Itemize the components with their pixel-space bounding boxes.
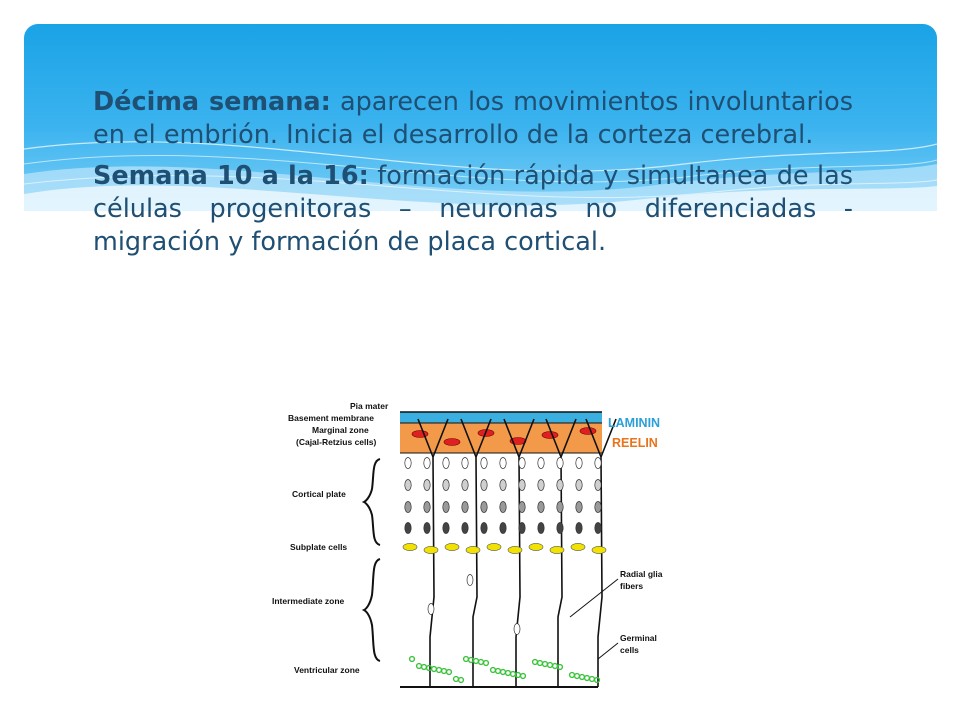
germinal-cells [410, 657, 600, 683]
cortical-plate-cell [443, 502, 449, 513]
cortical-plate-cell [557, 458, 563, 469]
germinal-cell [437, 668, 442, 673]
cortical-plate-cell [557, 480, 563, 491]
cortex-diagram [268, 397, 698, 694]
germinal-pointer [598, 643, 618, 659]
paragraph-1-body: aparecen los movimientos involuntarios en el embrión. Inicia el desarrollo de la corteza cerebral. [93, 87, 853, 150]
germinal-cell [533, 660, 538, 665]
cortical-plate-cell [557, 502, 563, 513]
cortical-plate-cell [443, 458, 449, 469]
cortical-plate-cell [405, 502, 411, 513]
germinal-cell [511, 672, 516, 677]
paragraph-1-heading: Décima semana: [93, 87, 331, 117]
cortical-plate-cell [424, 502, 430, 513]
cortical-plate-cell [424, 480, 430, 491]
tag-laminin: LAMININ [608, 416, 661, 430]
germinal-cell [506, 671, 511, 676]
cortical-plate-cell [500, 458, 506, 469]
subplate-cell [445, 543, 459, 550]
cortical-plate-cell [576, 523, 582, 534]
cajal-retzius-cell [580, 428, 596, 435]
germinal-cell [417, 664, 422, 669]
cortical-plate-cell [424, 458, 430, 469]
cortical-plate-cell [595, 502, 601, 513]
germinal-cell [590, 677, 595, 682]
subplate-cell [424, 546, 438, 553]
cortical-plate-cell [500, 523, 506, 534]
label-germinal: Germinal [620, 633, 657, 643]
label-basement-membrane: Basement membrane [288, 413, 374, 423]
cortical-plate-cell [462, 458, 468, 469]
cortical-plate-cell [405, 523, 411, 534]
cortical-plate-cell [595, 480, 601, 491]
label-cajal-retzius: (Cajal-Retzius cells) [296, 437, 377, 447]
subplate-cell [571, 543, 585, 550]
cortical-plate-cell [500, 480, 506, 491]
germinal-cell [474, 659, 479, 664]
cortical-plate-cell [443, 480, 449, 491]
cortical-plate-cell [557, 523, 563, 534]
label-radial-glia: Radial glia [620, 569, 663, 579]
cajal-retzius-cell [444, 439, 460, 446]
cortical-plate-cell [519, 523, 525, 534]
germinal-cell [521, 674, 526, 679]
germinal-cell [447, 670, 452, 675]
germinal-cell [491, 668, 496, 673]
germinal-cell [459, 678, 464, 683]
germinal-cell [548, 663, 553, 668]
cortical-plate-cell [462, 480, 468, 491]
subplate-cell [592, 546, 606, 553]
cortical-plate-brace [364, 459, 380, 545]
germinal-cell [538, 661, 543, 666]
germinal-cell [570, 673, 575, 678]
germinal-cell [496, 669, 501, 674]
cortical-plate-cell [405, 458, 411, 469]
migrating-neuron [428, 604, 434, 615]
germinal-cell [501, 670, 506, 675]
cortical-plate-cell [462, 523, 468, 534]
cortical-plate-cell [538, 523, 544, 534]
paragraph-2-body: formación rápida y simultanea de las células progenitoras – neuronas no diferenciadas - migración y formación de placa cortical. [93, 161, 854, 257]
body-text [93, 86, 853, 267]
germinal-cell [442, 669, 447, 674]
germinal-cell [479, 660, 484, 665]
subplate-cell [466, 546, 480, 553]
paragraph-1 [93, 86, 853, 152]
germinal-cell [484, 661, 489, 666]
cortical-plate-cell [595, 458, 601, 469]
germinal-cell [454, 677, 459, 682]
subplate-cell [508, 546, 522, 553]
subplate-cell [487, 543, 501, 550]
paragraph-2 [93, 160, 853, 259]
cortical-plate-cell [443, 523, 449, 534]
germinal-cell [580, 675, 585, 680]
tag-reelin: REELIN [612, 436, 658, 450]
germinal-cell [432, 667, 437, 672]
cortical-plate-cell [424, 523, 430, 534]
radial-glia-pointer [570, 579, 618, 617]
label-cortical-plate: Cortical plate [292, 489, 346, 499]
cortical-plate-cell [576, 458, 582, 469]
subplate-cell [529, 543, 543, 550]
cortical-plate-cell [462, 502, 468, 513]
cortical-plate-cell [595, 523, 601, 534]
cortical-plate-cell [481, 480, 487, 491]
cortical-plate-cell [481, 523, 487, 534]
migrating-neuron [514, 624, 520, 635]
cortical-plate-cell [519, 480, 525, 491]
label-ventricular-zone: Ventricular zone [294, 665, 360, 675]
pia-band [400, 412, 602, 423]
cortical-plate-cell [481, 458, 487, 469]
cortical-plate-cell [576, 480, 582, 491]
label-subplate-cells: Subplate cells [290, 542, 348, 552]
cajal-retzius-cell [542, 432, 558, 439]
cortical-plate-cell [405, 480, 411, 491]
migrating-neuron [467, 575, 473, 586]
cortical-plate-cell [538, 480, 544, 491]
germinal-cell [410, 657, 415, 662]
germinal-cell [575, 674, 580, 679]
intermediate-zone-brace [364, 559, 380, 661]
cortical-plate-cell [576, 502, 582, 513]
germinal-cell [543, 662, 548, 667]
cortical-plate-cell [519, 458, 525, 469]
germinal-cell [553, 664, 558, 669]
cortical-plate-cell [538, 458, 544, 469]
cortical-plate-cell [519, 502, 525, 513]
germinal-cell [422, 665, 427, 670]
label-marginal-zone: Marginal zone [312, 425, 369, 435]
subplate-cell [550, 546, 564, 553]
subplate-cell [403, 543, 417, 550]
label-radial-fibers: fibers [620, 581, 644, 591]
cortical-plate-cell [481, 502, 487, 513]
paragraph-2-heading: Semana 10 a la 16: [93, 161, 369, 191]
germinal-cell [585, 676, 590, 681]
cortical-plate-cell [538, 502, 544, 513]
label-intermediate-zone: Intermediate zone [272, 596, 345, 606]
label-pia-mater: Pia mater [350, 401, 389, 411]
germinal-cell [464, 657, 469, 662]
label-germinal-cells: cells [620, 645, 639, 655]
cortical-plate-cell [500, 502, 506, 513]
